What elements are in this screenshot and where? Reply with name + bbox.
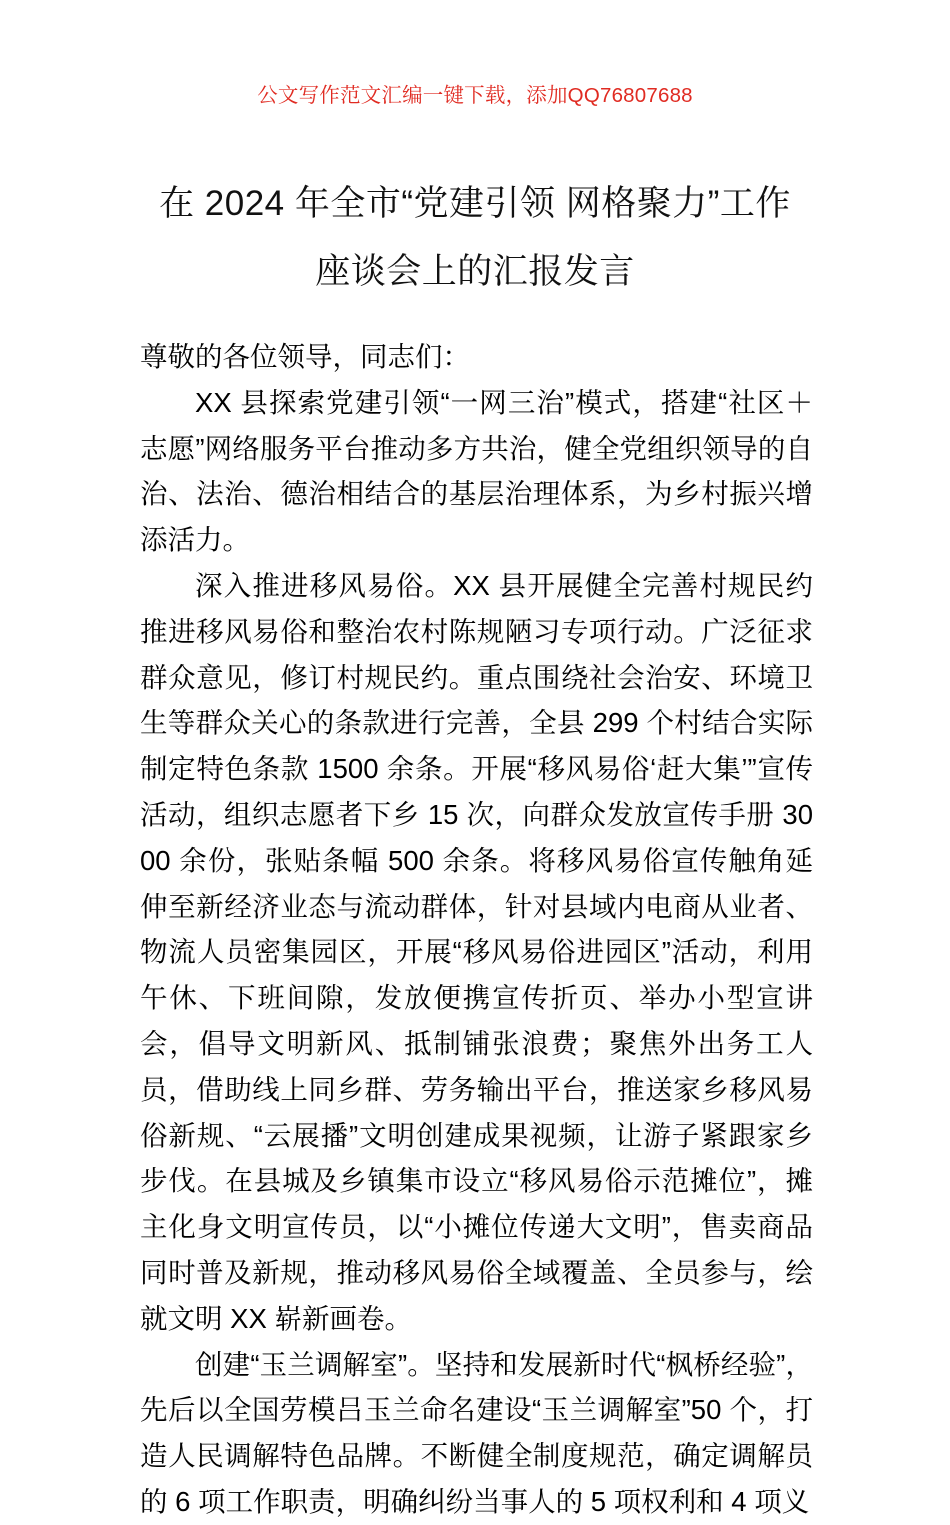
paragraph-intro: XX 县探索党建引领“一网三治”模式，搭建“社区＋志愿”网络服务平台推动多方共治，健全党组织领导的自治、法治、德治相结合的基层治理体系，为乡村振兴增添活力。 (140, 386, 813, 556)
page-title-line-1: 在 2024 年全市“党建引领 网格聚力”工作 (159, 184, 791, 223)
page-title (115, 170, 835, 306)
paragraph-custom-reform: 深入推进移风易俗。XX 县开展健全完善村规民约推进移风易俗和整治农村陈规陋习专项行动。广泛征求群众意见，修订村规民约。重点围绕社会治安、环境卫生等群众关心的条款进行完善，全县 299 个村结合实际制定特色条款 1500 余条。开展“移风易俗‘赶大集’”宣传活动，组织志愿者下乡 15 次，向群众发放宣传手册 3000 余份，张贴条幅 500 余条。将移风易俗宣传触角延伸至新经济业态与流动群体，针对县域内电商从业者、物流人员密集园区，开展“移风易俗进园区”活动，利用午休、下班间隙，发放便携宣传折页、举办小型宣讲会，倡导文明新风、抵制铺张浪费；聚焦外出务工人员，借助线上同乡群、劳务输出平台，推送家乡移风易俗新规、“云展播”文明创建成果视频，让游子紧跟家乡步伐。在县城及乡镇集市设立“移风易俗示范摊位”，摊主化身文明宣传员，以“小摊位传递大文明”，售卖商品同时普及新规，推动移风易俗全域覆盖、全员参与，绘就文明 XX 崭新画卷。 (140, 569, 813, 1334)
paragraph-mediation-room: 创建“玉兰调解室”。坚持和发展新时代“枫桥经验”，先后以全国劳模吕玉兰命名建设“玉兰调解室”50 个，打造人民调解特色品牌。不断健全制度规范，确定调解员的 6 项工作职责，明确纠纷当事人的 5 项权利和 4 项义 (140, 1348, 813, 1517)
page-title-line-2: 座谈会上的汇报发言 (315, 252, 635, 291)
paragraph-salutation: 尊敬的各位领导，同志们： (140, 341, 470, 372)
document-body (140, 334, 813, 1525)
promo-watermark-text: 公文写作范文汇编一键下载，添加QQ76807688 (257, 84, 693, 107)
